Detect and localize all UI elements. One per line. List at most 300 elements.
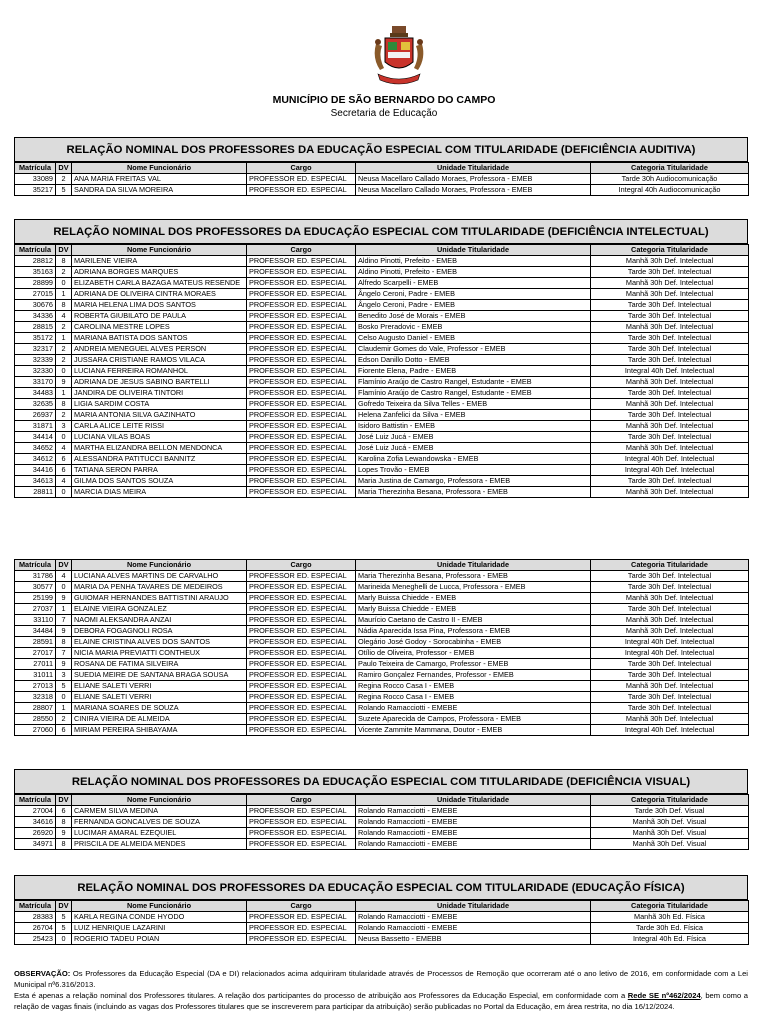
cell-dv: 8 (56, 300, 72, 311)
cell-unit: Rolando Ramacciotti - EMEBE (356, 817, 591, 828)
cell-dv: 2 (56, 355, 72, 366)
column-header-name: Nome Funcionário (72, 795, 247, 806)
cell-dv: 6 (56, 725, 72, 736)
cell-matricula: 31871 (15, 421, 56, 432)
table-row (15, 366, 749, 377)
cell-category: Tarde 30h Def. Intelectual (591, 604, 749, 615)
table-row (15, 256, 749, 267)
cell-category: Manhã 30h Def. Intelectual (591, 278, 749, 289)
cell-unit: Helena Zanfelici da Silva - EMEB (356, 410, 591, 421)
cell-cargo: PROFESSOR ED. ESPECIAL (247, 454, 356, 465)
cell-unit: Neusa Macellaro Callado Moraes, Professora - EMEB (356, 174, 591, 185)
cell-cargo: PROFESSOR ED. ESPECIAL (247, 714, 356, 725)
cell-dv: 7 (56, 648, 72, 659)
cell-category: Tarde 30h Def. Intelectual (591, 267, 749, 278)
column-header-name: Nome Funcionário (72, 163, 247, 174)
table-row (15, 410, 749, 421)
cell-cargo: PROFESSOR ED. ESPECIAL (247, 256, 356, 267)
cell-unit: Aldino Pinotti, Prefeito - EMEB (356, 256, 591, 267)
column-header-unit: Unidade Titularidade (356, 901, 591, 912)
cell-unit: Marly Buissa Chiedde - EMEB (356, 593, 591, 604)
section-title: RELAÇÃO NOMINAL DOS PROFESSORES DA EDUCAÇÃO ESPECIAL COM TITULARIDADE (DEFICIÊNCIA VISUAL) (14, 769, 748, 794)
cell-unit: Neusa Macellaro Callado Moraes, Professora - EMEB (356, 185, 591, 196)
section-hearing-impairment (14, 137, 748, 196)
cell-unit: Ângelo Ceroni, Padre - EMEB (356, 289, 591, 300)
cell-matricula: 34971 (15, 839, 56, 850)
cell-matricula: 34613 (15, 476, 56, 487)
cell-name: ROGERIO TADEU POIAN (72, 934, 247, 945)
cell-category: Tarde 30h Def. Intelectual (591, 300, 749, 311)
cell-matricula: 34484 (15, 626, 56, 637)
cell-name: LIGIA SARDIM COSTA (72, 399, 247, 410)
table-row (15, 344, 749, 355)
cell-matricula: 35217 (15, 185, 56, 196)
table-row (15, 615, 749, 626)
cell-cargo: PROFESSOR ED. ESPECIAL (247, 311, 356, 322)
cell-name: ELIANE SALETI VERRI (72, 681, 247, 692)
cell-unit: Celso Augusto Daniel - EMEB (356, 333, 591, 344)
column-header-cargo: Cargo (247, 163, 356, 174)
cell-dv: 3 (56, 670, 72, 681)
cell-unit: Maria Justina de Camargo, Professora - EMEB (356, 476, 591, 487)
cell-category: Tarde 30h Def. Intelectual (591, 659, 749, 670)
cell-matricula: 28550 (15, 714, 56, 725)
cell-matricula: 26937 (15, 410, 56, 421)
teachers-table (14, 900, 749, 945)
department-subtitle: Secretaria de Educação (330, 108, 438, 119)
cell-dv: 0 (56, 432, 72, 443)
cell-cargo: PROFESSOR ED. ESPECIAL (247, 476, 356, 487)
cell-unit: Karolina Zofia Lewandowska - EMEB (356, 454, 591, 465)
column-header-matricula: Matrícula (15, 901, 56, 912)
rede-se-reference-link[interactable]: Rede SE nº462/2024 (627, 991, 701, 1000)
column-header-category: Categoria Titularidade (591, 245, 749, 256)
teachers-table (14, 244, 749, 498)
column-header-dv: DV (56, 560, 72, 571)
publication-paragraph (14, 990, 748, 1012)
cell-cargo: PROFESSOR ED. ESPECIAL (247, 626, 356, 637)
cell-name: LUIZ HENRIQUE LAZARINI (72, 923, 247, 934)
table-row (15, 289, 749, 300)
cell-matricula: 32339 (15, 355, 56, 366)
cell-matricula: 31786 (15, 571, 56, 582)
cell-name: PRISCILA DE ALMEIDA MENDES (72, 839, 247, 850)
cell-cargo: PROFESSOR ED. ESPECIAL (247, 432, 356, 443)
cell-cargo: PROFESSOR ED. ESPECIAL (247, 912, 356, 923)
cell-name: LUCIANA ALVES MARTINS DE CARVALHO (72, 571, 247, 582)
cell-cargo: PROFESSOR ED. ESPECIAL (247, 703, 356, 714)
table-row (15, 703, 749, 714)
cell-cargo: PROFESSOR ED. ESPECIAL (247, 487, 356, 498)
table-header-row (15, 901, 749, 912)
cell-matricula: 28383 (15, 912, 56, 923)
cell-category: Integral 40h Def. Intelectual (591, 366, 749, 377)
cell-dv: 4 (56, 443, 72, 454)
cell-name: MARIANA BATISTA DOS SANTOS (72, 333, 247, 344)
cell-category: Tarde 30h Def. Intelectual (591, 476, 749, 487)
cell-unit: Suzete Aparecida de Campos, Professora - EMEB (356, 714, 591, 725)
cell-cargo: PROFESSOR ED. ESPECIAL (247, 923, 356, 934)
municipality-title: MUNICÍPIO DE SÃO BERNARDO DO CAMPO (272, 94, 496, 106)
publication-text-start: Esta é apenas a relação nominal dos Professores titulares. A relação dos participantes do processo de atribuição aos Professores da Educação Especial, em conformidade com a (14, 991, 628, 1000)
table-row (15, 604, 749, 615)
cell-category: Manhã 30h Def. Intelectual (591, 443, 749, 454)
cell-category: Tarde 30h Def. Intelectual (591, 703, 749, 714)
cell-category: Tarde 30h Def. Intelectual (591, 432, 749, 443)
cell-matricula: 34616 (15, 817, 56, 828)
column-header-unit: Unidade Titularidade (356, 795, 591, 806)
observation-label: OBSERVAÇÃO: (14, 969, 71, 978)
cell-matricula: 33170 (15, 377, 56, 388)
column-header-dv: DV (56, 163, 72, 174)
cell-dv: 2 (56, 322, 72, 333)
cell-cargo: PROFESSOR ED. ESPECIAL (247, 571, 356, 582)
cell-unit: Flamínio Araújo de Castro Rangel, Estudante - EMEB (356, 388, 591, 399)
cell-category: Manhã 30h Def. Intelectual (591, 615, 749, 626)
cell-dv: 5 (56, 185, 72, 196)
column-header-cargo: Cargo (247, 795, 356, 806)
table-row (15, 333, 749, 344)
cell-dv: 1 (56, 604, 72, 615)
cell-dv: 0 (56, 366, 72, 377)
cell-unit: Flamínio Araújo de Castro Rangel, Estudante - EMEB (356, 377, 591, 388)
cell-category: Manhã 30h Def. Intelectual (591, 626, 749, 637)
cell-matricula: 34652 (15, 443, 56, 454)
cell-category: Tarde 30h Def. Intelectual (591, 311, 749, 322)
column-header-name: Nome Funcionário (72, 560, 247, 571)
cell-matricula: 26704 (15, 923, 56, 934)
cell-matricula: 34336 (15, 311, 56, 322)
cell-matricula: 34612 (15, 454, 56, 465)
column-header-category: Categoria Titularidade (591, 560, 749, 571)
cell-name: MARILENE VIEIRA (72, 256, 247, 267)
cell-unit: Rolando Ramacciotti - EMEBE (356, 839, 591, 850)
cell-dv: 4 (56, 311, 72, 322)
table-row (15, 432, 749, 443)
observation-note (14, 968, 748, 1012)
cell-category: Integral 40h Ed. Física (591, 934, 749, 945)
cell-unit: Regina Rocco Casa I - EMEB (356, 681, 591, 692)
cell-dv: 9 (56, 593, 72, 604)
table-row (15, 725, 749, 736)
cell-category: Integral 40h Def. Intelectual (591, 465, 749, 476)
cell-dv: 5 (56, 912, 72, 923)
cell-unit: José Luiz Jucá - EMEB (356, 432, 591, 443)
table-row (15, 648, 749, 659)
cell-name: JUSSARA CRISTIANE RAMOS VILACA (72, 355, 247, 366)
cell-category: Tarde 30h Def. Intelectual (591, 388, 749, 399)
section-physical-education (14, 875, 748, 945)
cell-unit: Lopes Trovão - EMEB (356, 465, 591, 476)
cell-category: Manhã 30h Def. Visual (591, 828, 749, 839)
cell-unit: Ângelo Ceroni, Padre - EMEB (356, 300, 591, 311)
cell-name: MARIANA SOARES DE SOUZA (72, 703, 247, 714)
cell-name: ALESSANDRA PATITUCCI BANNITZ (72, 454, 247, 465)
cell-dv: 0 (56, 934, 72, 945)
cell-cargo: PROFESSOR ED. ESPECIAL (247, 355, 356, 366)
column-header-matricula: Matrícula (15, 163, 56, 174)
cell-dv: 8 (56, 839, 72, 850)
cell-name: SANDRA DA SILVA MOREIRA (72, 185, 247, 196)
cell-dv: 8 (56, 256, 72, 267)
cell-cargo: PROFESSOR ED. ESPECIAL (247, 465, 356, 476)
cell-cargo: PROFESSOR ED. ESPECIAL (247, 692, 356, 703)
cell-unit: Maurício Caetano de Castro II - EMEB (356, 615, 591, 626)
table-row (15, 681, 749, 692)
cell-dv: 0 (56, 582, 72, 593)
cell-category: Tarde 30h Ed. Física (591, 923, 749, 934)
cell-matricula: 25423 (15, 934, 56, 945)
cell-dv: 8 (56, 637, 72, 648)
section-title: RELAÇÃO NOMINAL DOS PROFESSORES DA EDUCAÇÃO ESPECIAL COM TITULARIDADE (DEFICIÊNCIA AUDITIVA) (14, 137, 748, 162)
column-header-matricula: Matrícula (15, 245, 56, 256)
cell-cargo: PROFESSOR ED. ESPECIAL (247, 582, 356, 593)
table-row (15, 399, 749, 410)
column-header-dv: DV (56, 795, 72, 806)
cell-dv: 8 (56, 399, 72, 410)
cell-name: LUCIANA VILAS BOAS (72, 432, 247, 443)
cell-dv: 1 (56, 703, 72, 714)
cell-category: Tarde 30h Def. Intelectual (591, 582, 749, 593)
cell-unit: Rolando Ramacciotti - EMEBE (356, 806, 591, 817)
cell-cargo: PROFESSOR ED. ESPECIAL (247, 421, 356, 432)
cell-matricula: 28899 (15, 278, 56, 289)
cell-unit: Olegário José Godoy - Sorocabinha - EMEB (356, 637, 591, 648)
cell-name: NICIA MARIA PREVIATTI CONTHEUX (72, 648, 247, 659)
cell-unit: Vicente Zammite Mammana, Doutor - EMEB (356, 725, 591, 736)
table-row (15, 377, 749, 388)
cell-cargo: PROFESSOR ED. ESPECIAL (247, 267, 356, 278)
cell-cargo: PROFESSOR ED. ESPECIAL (247, 278, 356, 289)
table-row (15, 487, 749, 498)
cell-dv: 6 (56, 465, 72, 476)
cell-matricula: 33110 (15, 615, 56, 626)
cell-dv: 0 (56, 692, 72, 703)
cell-matricula: 30577 (15, 582, 56, 593)
cell-unit: Edson Danillo Dotto - EMEB (356, 355, 591, 366)
column-header-name: Nome Funcionário (72, 245, 247, 256)
teachers-table (14, 559, 749, 736)
cell-name: TATIANA SERON PARRA (72, 465, 247, 476)
cell-unit: Nádia Aparecida Issa Pina, Professora - EMEB (356, 626, 591, 637)
cell-name: MARIA HELENA LIMA DOS SANTOS (72, 300, 247, 311)
cell-unit: Regina Rocco Casa I - EMEB (356, 692, 591, 703)
column-header-unit: Unidade Titularidade (356, 245, 591, 256)
cell-name: ELIANE SALETI VERRI (72, 692, 247, 703)
cell-name: ROBERTA GIUBILATO DE PAULA (72, 311, 247, 322)
cell-category: Manhã 30h Def. Visual (591, 817, 749, 828)
cell-matricula: 25199 (15, 593, 56, 604)
cell-unit: Claudemir Gomes do Vale, Professor - EMEB (356, 344, 591, 355)
cell-matricula: 32318 (15, 692, 56, 703)
cell-name: NAOMI ALEKSANDRA ANZAI (72, 615, 247, 626)
column-header-category: Categoria Titularidade (591, 901, 749, 912)
cell-cargo: PROFESSOR ED. ESPECIAL (247, 681, 356, 692)
cell-dv: 5 (56, 923, 72, 934)
cell-name: GUIOMAR HERNANDES BATTISTINI ARAUJO (72, 593, 247, 604)
cell-matricula: 26920 (15, 828, 56, 839)
cell-unit: Maria Therezinha Besana, Professora - EMEB (356, 571, 591, 582)
cell-category: Tarde 30h Def. Intelectual (591, 571, 749, 582)
cell-dv: 3 (56, 421, 72, 432)
column-header-dv: DV (56, 901, 72, 912)
cell-name: MARIA ANTONIA SILVA GAZINHATO (72, 410, 247, 421)
cell-dv: 4 (56, 476, 72, 487)
cell-name: KARLA REGINA CONDE HYODO (72, 912, 247, 923)
cell-unit: Ramiro Gonçalez Fernandes, Professor - EMEB (356, 670, 591, 681)
cell-unit: Rolando Ramacciotti - EMEBE (356, 912, 591, 923)
cell-cargo: PROFESSOR ED. ESPECIAL (247, 648, 356, 659)
cell-cargo: PROFESSOR ED. ESPECIAL (247, 344, 356, 355)
table-row (15, 443, 749, 454)
cell-cargo: PROFESSOR ED. ESPECIAL (247, 817, 356, 828)
cell-dv: 9 (56, 626, 72, 637)
cell-dv: 0 (56, 487, 72, 498)
cell-cargo: PROFESSOR ED. ESPECIAL (247, 659, 356, 670)
cell-category: Manhã 30h Def. Intelectual (591, 421, 749, 432)
cell-name: SUEDIA MEIRE DE SANTANA BRAGA SOUSA (72, 670, 247, 681)
cell-dv: 4 (56, 571, 72, 582)
table-row (15, 300, 749, 311)
cell-matricula: 27011 (15, 659, 56, 670)
table-row (15, 626, 749, 637)
cell-category: Manhã 30h Def. Intelectual (591, 256, 749, 267)
cell-name: CARLA ALICE LEITE RISSI (72, 421, 247, 432)
cell-cargo: PROFESSOR ED. ESPECIAL (247, 410, 356, 421)
cell-dv: 6 (56, 806, 72, 817)
cell-matricula: 27037 (15, 604, 56, 615)
column-header-unit: Unidade Titularidade (356, 163, 591, 174)
cell-matricula: 28812 (15, 256, 56, 267)
cell-dv: 8 (56, 817, 72, 828)
teachers-table (14, 794, 749, 850)
cell-cargo: PROFESSOR ED. ESPECIAL (247, 637, 356, 648)
cell-category: Manhã 30h Def. Intelectual (591, 593, 749, 604)
cell-matricula: 32317 (15, 344, 56, 355)
cell-matricula: 27060 (15, 725, 56, 736)
table-row (15, 839, 749, 850)
cell-category: Tarde 30h Def. Visual (591, 806, 749, 817)
column-header-dv: DV (56, 245, 72, 256)
cell-category: Manhã 30h Def. Intelectual (591, 322, 749, 333)
table-row (15, 174, 749, 185)
cell-matricula: 34483 (15, 388, 56, 399)
table-row (15, 571, 749, 582)
table-row (15, 454, 749, 465)
cell-cargo: PROFESSOR ED. ESPECIAL (247, 333, 356, 344)
table-row (15, 278, 749, 289)
cell-unit: Marly Buissa Chiedde - EMEB (356, 604, 591, 615)
cell-cargo: PROFESSOR ED. ESPECIAL (247, 185, 356, 196)
cell-matricula: 32330 (15, 366, 56, 377)
table-row (15, 692, 749, 703)
cell-matricula: 27017 (15, 648, 56, 659)
cell-name: ADRIANA DE JESUS SABINO BARTELLI (72, 377, 247, 388)
cell-unit: Aldino Pinotti, Prefeito - EMEB (356, 267, 591, 278)
column-header-category: Categoria Titularidade (591, 795, 749, 806)
cell-category: Manhã 30h Def. Intelectual (591, 487, 749, 498)
cell-name: ADRIANA DE OLIVEIRA CINTRA MORAES (72, 289, 247, 300)
cell-unit: Paulo Teixeira de Camargo, Professor - EMEB (356, 659, 591, 670)
cell-unit: Marineida Meneghelli de Lucca, Professora - EMEB (356, 582, 591, 593)
cell-cargo: PROFESSOR ED. ESPECIAL (247, 828, 356, 839)
cell-dv: 9 (56, 377, 72, 388)
cell-unit: Alfredo Scarpelli - EMEB (356, 278, 591, 289)
cell-name: ROSANA DE FATIMA SILVEIRA (72, 659, 247, 670)
cell-category: Integral 40h Def. Intelectual (591, 454, 749, 465)
cell-name: LUCIMAR AMARAL EZEQUIEL (72, 828, 247, 839)
cell-dv: 2 (56, 714, 72, 725)
table-row (15, 185, 749, 196)
cell-category: Manhã 30h Def. Intelectual (591, 714, 749, 725)
cell-dv: 6 (56, 454, 72, 465)
column-header-matricula: Matrícula (15, 560, 56, 571)
table-row (15, 476, 749, 487)
section-title: RELAÇÃO NOMINAL DOS PROFESSORES DA EDUCAÇÃO ESPECIAL COM TITULARIDADE (EDUCAÇÃO FÍSICA) (14, 875, 748, 900)
cell-matricula: 28591 (15, 637, 56, 648)
column-header-cargo: Cargo (247, 901, 356, 912)
cell-name: MARIA DA PENHA TAVARES DE MEDEIROS (72, 582, 247, 593)
cell-dv: 5 (56, 681, 72, 692)
table-row (15, 311, 749, 322)
table-header-row (15, 560, 749, 571)
cell-matricula: 30676 (15, 300, 56, 311)
column-header-unit: Unidade Titularidade (356, 560, 591, 571)
cell-name: ANA MARIA FREITAS VAL (72, 174, 247, 185)
cell-category: Integral 40h Def. Intelectual (591, 648, 749, 659)
table-row (15, 806, 749, 817)
cell-dv: 2 (56, 267, 72, 278)
table-row (15, 388, 749, 399)
cell-dv: 7 (56, 615, 72, 626)
cell-cargo: PROFESSOR ED. ESPECIAL (247, 615, 356, 626)
cell-matricula: 27004 (15, 806, 56, 817)
table-header-row (15, 163, 749, 174)
table-row (15, 355, 749, 366)
cell-dv: 1 (56, 333, 72, 344)
cell-dv: 2 (56, 344, 72, 355)
cell-category: Manhã 30h Def. Intelectual (591, 399, 749, 410)
table-row (15, 828, 749, 839)
cell-unit: José Luiz Jucá - EMEB (356, 443, 591, 454)
cell-category: Manhã 30h Def. Visual (591, 839, 749, 850)
table-row (15, 582, 749, 593)
column-header-cargo: Cargo (247, 560, 356, 571)
table-row (15, 670, 749, 681)
column-header-matricula: Matrícula (15, 795, 56, 806)
cell-dv: 0 (56, 278, 72, 289)
cell-matricula: 32635 (15, 399, 56, 410)
cell-matricula: 28807 (15, 703, 56, 714)
table-row (15, 421, 749, 432)
cell-matricula: 34416 (15, 465, 56, 476)
cell-cargo: PROFESSOR ED. ESPECIAL (247, 377, 356, 388)
table-row (15, 934, 749, 945)
table-row (15, 465, 749, 476)
cell-cargo: PROFESSOR ED. ESPECIAL (247, 443, 356, 454)
table-row (15, 912, 749, 923)
cell-unit: Gofredo Teixeira da Silva Telles - EMEB (356, 399, 591, 410)
observation-text: Os Professores da Educação Especial (DA e DI) relacionados acima adquiriram titularidade através de Processos de Remoção que ocorreram até o ano letivo de 2016, em conformidade com a Lei Municipal nº6.316/2013. (14, 969, 748, 989)
cell-cargo: PROFESSOR ED. ESPECIAL (247, 604, 356, 615)
cell-name: CAROLINA MESTRE LOPES (72, 322, 247, 333)
table-row (15, 817, 749, 828)
cell-name: MIRIAM PEREIRA SHIBAYAMA (72, 725, 247, 736)
cell-name: ELAINE VIEIRA GONZALEZ (72, 604, 247, 615)
cell-cargo: PROFESSOR ED. ESPECIAL (247, 593, 356, 604)
cell-matricula: 35172 (15, 333, 56, 344)
cell-matricula: 27013 (15, 681, 56, 692)
